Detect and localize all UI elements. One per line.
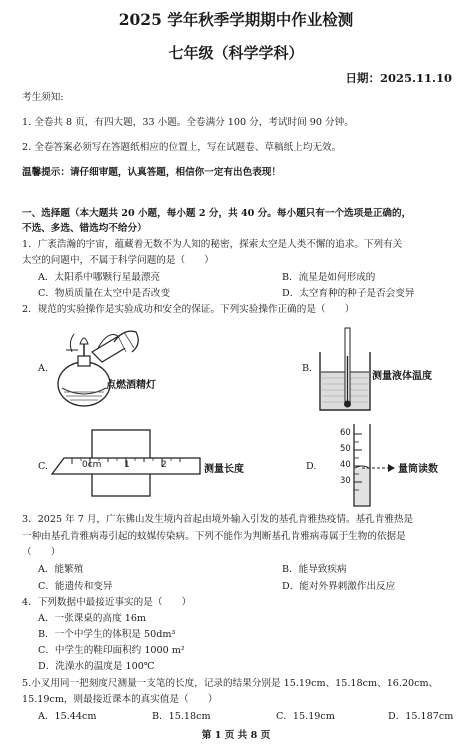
exam-subtitle: 七年级（科学学科） (168, 44, 304, 62)
cylinder-tick-30: 30 (340, 476, 351, 486)
section1-heading-line2: 不选、多选、错选均不给分） (22, 223, 147, 234)
q3-line3: （ ） (22, 547, 61, 558)
q5-line2: 15.19cm，则最接近课本的真实值是（ ） (22, 694, 218, 705)
q4-line1: 4．下列数据中最接近事实的是（ ） (22, 597, 192, 608)
notice-heading: 考生须知: (22, 92, 64, 103)
q2-option-d: D. (306, 461, 317, 472)
page-footer: 第 1 页 共 8 页 (201, 730, 271, 741)
ruler-label-1: 1 (124, 460, 130, 470)
q5-line1: 5.小叉用同一把刻度尺测量一支笔的长度，记录的结果分别是 15.19cm、15.18cm、16.20cm、 (22, 678, 439, 689)
q3-line1: 3．2025 年 7 月，广东佛山发生境内首起由境外输入引发的基孔肯雅热疫情。基孔肯雅热是 (22, 514, 414, 525)
q1-line2: 太空的问题中，不属于科学问题的是（ ） (22, 255, 214, 266)
q1-option-a: A．太阳系中哪颗行星最漂亮 (38, 272, 161, 283)
q2-caption-d: 量筒读数 (398, 464, 438, 475)
exam-date: 日期：2025.11.10 (345, 71, 452, 85)
notice-item-1: 1. 全卷共 8 页，有四大题，33 小题。全卷满分 100 分，考试时间 90 分钟。 (22, 117, 354, 128)
q2-caption-c: 测量长度 (204, 464, 244, 475)
beaker-thermometer-figure (316, 326, 374, 412)
q3-line2: 一种由基孔肯雅病毒引起的蚊媒传染病。下列不能作为判断基孔肯雅病毒属于生物的依据是 (22, 531, 406, 542)
ruler-label-0: 0cm (82, 460, 102, 470)
cylinder-tick-40: 40 (340, 460, 351, 470)
q1-option-b: B．流星是如何形成的 (282, 272, 376, 283)
q2-option-a: A. (38, 363, 48, 374)
q1-line1: 1．广袤浩瀚的宇宙，蕴藏着无数不为人知的秘密，探索太空是人类不懈的追求。下列有关 (22, 239, 403, 250)
q4-option-c: C．中学生的鞋印面积约 1000 m² (38, 645, 185, 656)
q2-caption-b: 测量液体温度 (372, 371, 432, 382)
q5-option-b: B．15.18cm (152, 711, 211, 722)
q4-option-a: A．一张课桌的高度 16m (38, 613, 147, 624)
cylinder-tick-50: 50 (340, 444, 351, 454)
alcohol-lamp-figure (52, 322, 172, 412)
sight-line-arrow (362, 459, 396, 471)
ruler-label-2: 2 (161, 460, 167, 470)
q2-option-c: C. (38, 461, 49, 472)
q2-line1: 2．规范的实验操作是实验成功和安全的保证。下列实验操作正确的是（ ） (22, 304, 355, 315)
q3-option-c: C．能遗传和变异 (38, 581, 113, 592)
q4-option-b: B．一个中学生的体积是 50dm³ (38, 629, 176, 640)
exam-title: 2025 学年秋季学期期中作业检测 (118, 10, 354, 29)
q2-option-b: B. (302, 363, 313, 374)
q1-option-d: D．太空育种的种子是否会变异 (282, 288, 415, 299)
q2-caption-a: 点燃酒精灯 (106, 380, 156, 391)
q5-option-c: C．15.19cm (276, 711, 335, 722)
cylinder-tick-60: 60 (340, 428, 351, 438)
q5-option-d: D．15.187cm (388, 711, 454, 722)
q3-option-b: B．能导致疾病 (282, 564, 347, 575)
q5-option-a: A．15.44cm (38, 711, 97, 722)
notice-tip: 温馨提示：请仔细审题，认真答题，相信你一定有出色表现！ (22, 167, 282, 178)
notice-item-2: 2. 全卷答案必须写在答题纸相应的位置上，写在试题卷、草稿纸上均无效。 (22, 142, 342, 153)
section1-heading-line1: 一、选择题（本大题共 20 小题，每小题 2 分，共 40 分。每小题只有一个选项是正确的， (22, 208, 412, 219)
q4-option-d: D．洗澡水的温度是 100℃ (38, 661, 155, 672)
q1-option-c: C．物质质量在太空中是否改变 (38, 288, 171, 299)
q3-option-a: A．能繁殖 (38, 564, 84, 575)
q3-option-d: D．能对外界刺激作出反应 (282, 581, 396, 592)
